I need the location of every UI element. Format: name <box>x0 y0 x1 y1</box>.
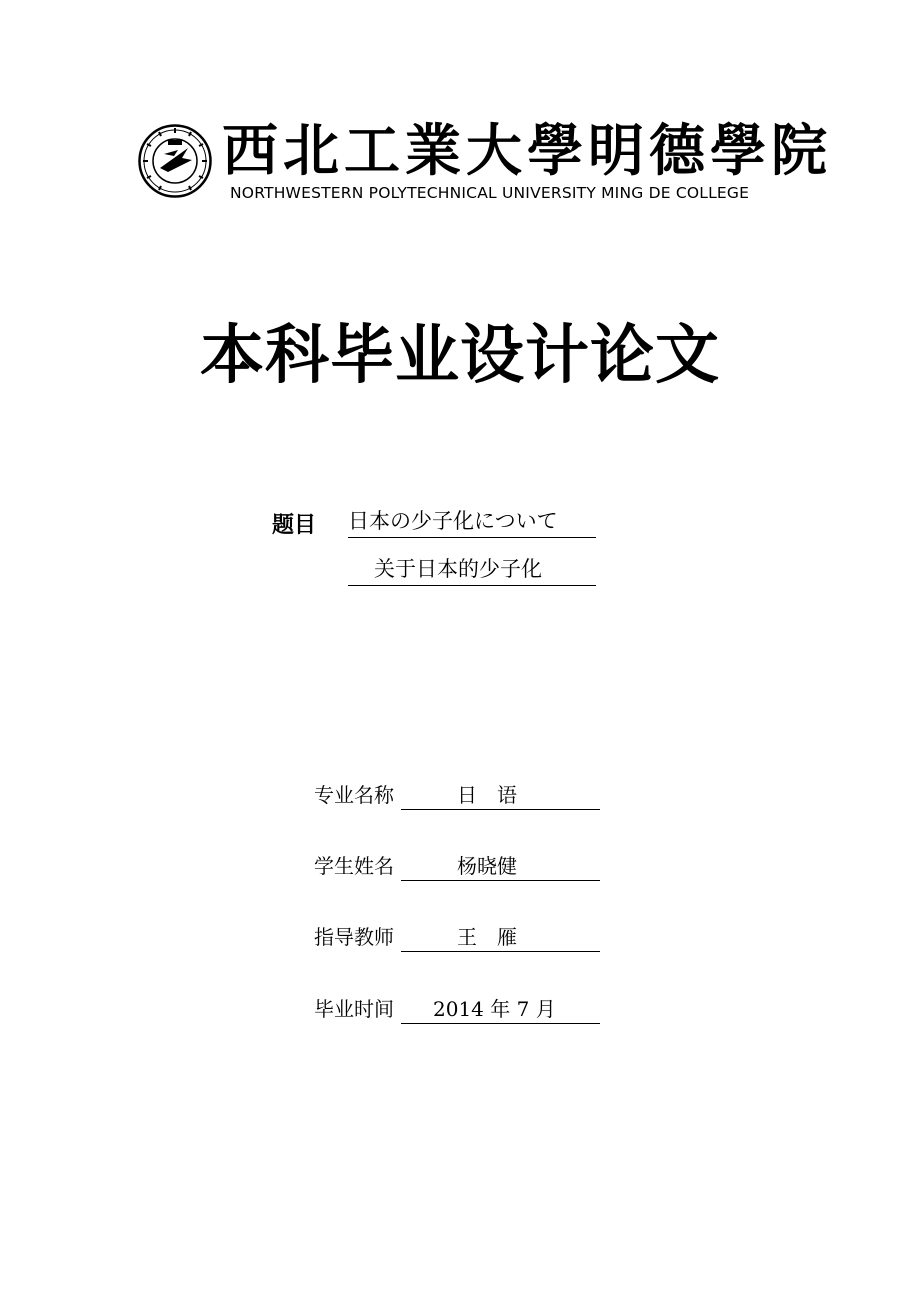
graduation-date-label: 毕业时间 <box>314 997 394 1021</box>
advisor-label: 指导教师 <box>314 925 394 949</box>
advisor-value: 王 雁 <box>457 925 517 949</box>
topic-chinese: 关于日本的少子化 <box>348 555 596 586</box>
graduation-date-value: 2014 年 7 月 <box>433 997 556 1021</box>
document-title: 本科毕业设计论文 <box>200 319 720 393</box>
college-name-chinese: 西北工業大學明德學院 <box>222 118 832 184</box>
student-name-label: 学生姓名 <box>314 854 394 878</box>
major-label: 专业名称 <box>314 783 394 807</box>
topic-japanese: 日本の少子化について <box>348 507 596 538</box>
major-field <box>401 781 600 810</box>
graduation-date-field <box>401 995 600 1024</box>
student-name-field <box>401 852 600 881</box>
topic-label: 题目 <box>272 513 317 538</box>
advisor-field <box>401 923 600 952</box>
college-seal-logo <box>138 124 212 198</box>
student-name-value: 杨晓健 <box>457 854 517 878</box>
college-name-english: NORTHWESTERN POLYTECHNICAL UNIVERSITY MING DE COLLEGE <box>230 184 750 202</box>
major-value: 日 语 <box>457 783 517 807</box>
